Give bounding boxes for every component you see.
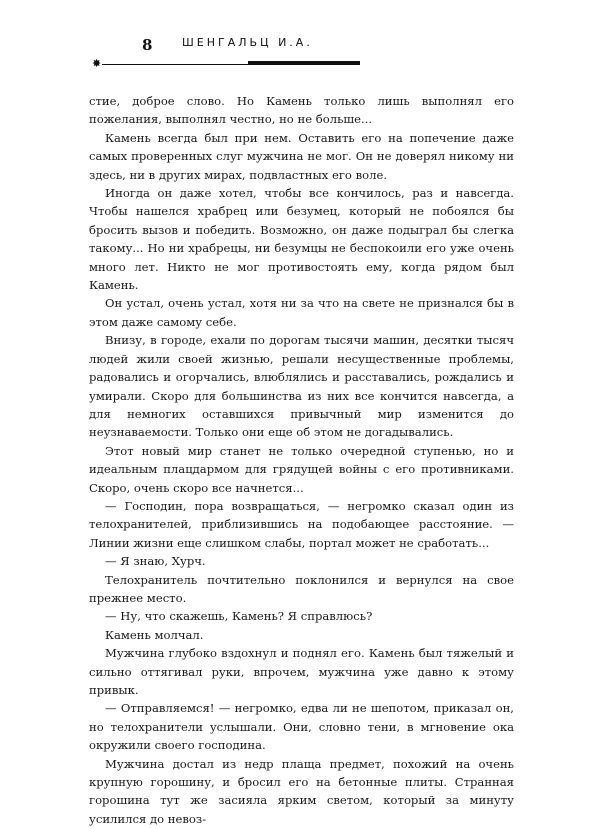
- author-name: ШЕНГАЛЬЦ И.А.: [182, 36, 313, 49]
- paragraph: — Отправляемся! — негромко, едва ли не шепотом, приказал он, но телохранители услышали. Они, словно тени, в мгновение ока окружили своего господина.: [89, 701, 514, 753]
- paragraph: Внизу, в городе, ехали по дорогам тысячи машин, десятки тысяч людей жили своей жизнью, решали несущественные проблемы, радовались и огорчались, влюблялись и расставались, рождались и умирали. Скоро для большинства из них все кончится навсегда, а для немногих оставшихся привычный мир изменится до неузнаваемости. Только они еще об этом не догадывались.: [89, 333, 514, 440]
- paragraph: Он устал, очень устал, хотя ни за что на свете не признался бы в этом даже самому себе.: [89, 296, 514, 329]
- paragraph: Этот новый мир станет не только очередной ступенью, но и идеальным плацдармом для грядущей войны с его противниками. Скоро, очень скоро все начнется...: [89, 443, 514, 495]
- paragraph: — Господин, пора возвращаться, — негромко сказал один из телохранителей, приблизившись на подобающее расстояние. — Линии жизни еще слишком слабы, портал может не сработать...: [89, 498, 514, 550]
- paragraph: Иногда он даже хотел, чтобы все кончилось, раз и навсегда. Чтобы нашелся храбрец или безумец, который не побоялся бы бросить вызов и победить. Возможно, он даже подыграл бы слегка такому... Но ни храбрецы, ни безумцы не беспокоили его уже очень много лет. Никто не мог противостоять ему, когда рядом был Камень.: [89, 186, 514, 293]
- paragraph: стие, доброе слово. Но Камень только лишь выполнял его пожелания, выполнял честно, но не больше...: [89, 94, 514, 127]
- paragraph: Мужчина достал из недр плаща предмет, похожий на очень крупную горошину, и бросил его на бетонные плиты. Странная горошина тут же засияла ярким светом, который за минуту усилился до невоз-: [89, 756, 514, 826]
- page-number: 8: [142, 36, 153, 54]
- paragraph: Камень молчал.: [105, 627, 204, 642]
- paragraph: Телохранитель почтительно поклонился и вернулся на свое прежнее место.: [89, 572, 514, 605]
- star-ornament-icon: ✸: [92, 57, 102, 70]
- body-text: [89, 92, 514, 828]
- running-header: [92, 28, 512, 68]
- paragraph: Мужчина глубоко вздохнул и поднял его. Камень был тяжелый и сильно оттягивал руки, впрочем, мужчина уже давно к этому привык.: [89, 646, 514, 697]
- paragraph: — Я знаю, Хурч.: [105, 554, 206, 569]
- header-rule-thin: [102, 64, 248, 65]
- header-rule-thick: [248, 61, 360, 65]
- paragraph: — Ну, что скажешь, Камень? Я справлюсь?: [105, 609, 373, 624]
- paragraph: Камень всегда был при нем. Оставить его на попечение даже самых проверенных слуг мужчина не мог. Он не доверял никому ни здесь, ни в других мирах, подвластных его воле.: [89, 130, 514, 182]
